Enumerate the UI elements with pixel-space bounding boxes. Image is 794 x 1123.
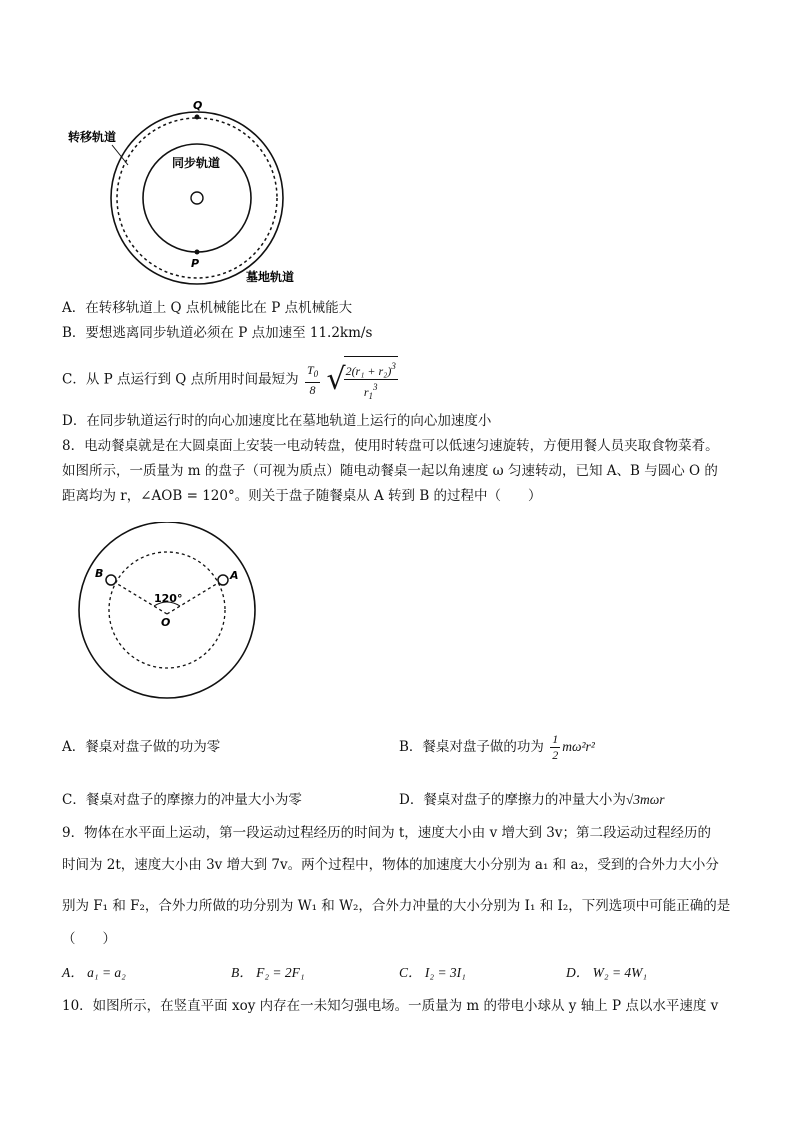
plate-b — [106, 575, 116, 585]
q9-option-b: B． F₂ = 2F₁ — [231, 965, 305, 980]
q7-option-b: B．要想逃离同步轨道必须在 P 点加速至 11.2km/s — [62, 325, 373, 341]
q7-c-root-den: r — [363, 385, 369, 399]
label-p: P — [191, 257, 200, 270]
q8-stem-line2: 如图所示，一质量为 m 的盘子（可视为质点）随电动餐桌一起以角速度 ω 匀速转动，已知 A、B 与圆心 O 的 — [62, 463, 718, 479]
q7-c-t0-sub: 0 — [313, 368, 319, 379]
q8-b-fraction — [550, 732, 560, 763]
earth-circle — [191, 192, 203, 204]
q7-c-root — [344, 356, 398, 404]
q8-stem-line1: 8．电动餐桌就是在大圆桌面上安装一电动转盘，使用时转盘可以低速匀速旋转，方便用餐人员夹取食物菜肴。 — [62, 438, 719, 454]
q8-d-tail: √3mωr — [625, 792, 665, 807]
label-b: B — [95, 567, 104, 580]
q7-option-c-prefix: C．从 P 点运行到 Q 点所用时间最短为 — [62, 371, 299, 388]
q7-option-d: D．在同步轨道运行时的向心加速度比在墓地轨道上运行的向心加速度小 — [62, 413, 492, 429]
point-q — [195, 115, 200, 120]
q10-stem-line1: 10．如图所示，在竖直平面 xoy 内存在一未知匀强电场。一质量为 m 的带电小球从 y 轴上 P 点以水平速度 v — [62, 998, 719, 1014]
q7-c-root-den-sup: 3 — [373, 382, 378, 392]
q9-option-d: D． W₂ = 4W₁ — [566, 965, 648, 980]
label-grave: 墓地轨道 — [246, 270, 295, 284]
label-o: O — [161, 616, 171, 629]
q9-stem-line4: （ ） — [62, 931, 116, 947]
point-p — [195, 250, 200, 255]
q8-option-b-prefix: B．餐桌对盘子做的功为 — [399, 739, 544, 755]
q8-option-d-prefix: D．餐桌对盘子的摩擦力的冲量大小为 — [399, 792, 626, 808]
q8-option-d — [399, 790, 665, 810]
label-angle: 120° — [154, 592, 183, 605]
q7-c-fraction — [305, 363, 320, 398]
plate-a — [218, 575, 228, 585]
label-transfer: 转移轨道 — [68, 130, 117, 144]
q8-option-c: C．餐桌对盘子的摩擦力的冲量大小为零 — [62, 792, 302, 808]
q7-c-root-den-sub: 1 — [368, 391, 374, 401]
table-figure — [72, 522, 262, 702]
q9-stem-line3: 别为 F₁ 和 F₂，合外力所做的功分别为 W₁ 和 W₂，合外力冲量的大小分别为 I₁ 和 I₂，下列选项中可能正确的是 — [62, 898, 731, 914]
q8-option-a: A．餐桌对盘子做的功为零 — [62, 739, 221, 755]
q7-option-a: A．在转移轨道上 Q 点机械能比在 P 点机械能大 — [62, 300, 353, 316]
q8-b-tail: mω²r² — [562, 739, 595, 754]
q8-b-num: 1 — [552, 732, 559, 746]
table-outer-circle — [79, 522, 255, 698]
label-q: Q — [193, 99, 203, 112]
q9-stem-line2: 时间为 2t，速度大小由 3v 增大到 7v。两个过程中，物体的加速度大小分别为 a₁ 和 a₂，受到的合外力大小分 — [62, 857, 719, 873]
q7-c-den: 8 — [309, 382, 316, 397]
q7-c-sqrt-sign: √ — [326, 362, 346, 397]
q8-option-b — [399, 728, 595, 766]
q7-c-root-num-sup: 3 — [391, 361, 396, 371]
label-a: A — [230, 569, 239, 582]
label-sync: 同步轨道 — [172, 156, 221, 170]
q9-option-c: C． I₂ = 3I₁ — [399, 965, 466, 980]
transfer-leader-line — [112, 145, 128, 165]
q7-option-c — [62, 356, 400, 404]
q9-stem-line1: 9．物体在水平面上运动，第一段运动过程经历的时间为 t，速度大小由 v 增大到 3v；第二段运动过程经历的 — [62, 825, 712, 841]
q9-option-a: A． a₁ = a₂ — [62, 965, 126, 980]
orbit-figure — [60, 95, 320, 290]
q8-b-den: 2 — [552, 748, 559, 762]
q7-c-root-num: 2(r₁ + r₂) — [345, 364, 392, 378]
turntable-circle — [109, 552, 225, 668]
q8-stem-line3: 距离均为 r，∠AOB = 120°。则关于盘子随餐桌从 A 转到 B 的过程中（ ） — [62, 488, 542, 504]
q7-c-t0: T — [306, 362, 314, 377]
